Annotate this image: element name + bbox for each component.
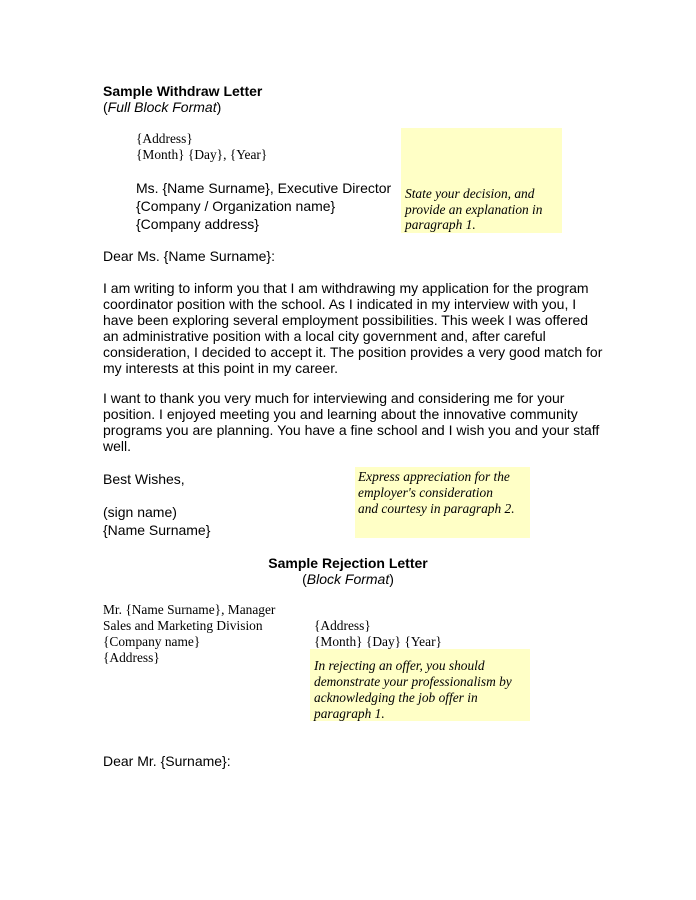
sender-date: {Month} {Day}, {Year} [136, 147, 268, 162]
withdraw-salutation: Dear Ms. {Name Surname}: [103, 248, 275, 264]
paragraph-1-line: consideration, I decided to accept it. The position provides a very good match for [103, 344, 603, 360]
recipient-name: Ms. {Name Surname}, Executive Director [136, 180, 392, 196]
annotation-note-3-line-3: acknowledging the job offer in [314, 690, 478, 705]
annotation-note-1-line-2: provide an explanation in [405, 202, 543, 217]
rejection-letter-title: Sample Rejection Letter [268, 555, 428, 571]
format-paren-close: ) [216, 99, 222, 115]
annotation-note-3-line-4: paragraph 1. [314, 706, 385, 721]
annotation-note-1-line-1: State your decision, and [405, 186, 535, 201]
rejection-recipient-company: {Company name} [103, 634, 201, 649]
withdraw-paragraph-2 [103, 390, 599, 454]
withdraw-letter-title: Sample Withdraw Letter [103, 83, 263, 99]
withdraw-sign-placeholder: (sign name) [103, 504, 177, 520]
sender-address: {Address} [136, 131, 193, 146]
format-label: Block Format [306, 571, 390, 587]
annotation-note-3-line-2: demonstrate your professionalism by [314, 674, 512, 689]
paragraph-2-line: programs you are planning. You have a fine school and I wish you and your staff [103, 422, 600, 438]
annotation-note-2-line-1: Express appreciation for the [358, 469, 510, 484]
format-paren-close: ) [389, 571, 394, 587]
withdraw-closing: Best Wishes, [103, 471, 185, 487]
rejection-salutation: Dear Mr. {Surname}: [103, 753, 231, 769]
rejection-letter-format [0, 571, 696, 587]
paragraph-2-line: well. [103, 438, 132, 454]
rejection-sender-date: {Month} {Day} {Year} [314, 634, 442, 649]
withdraw-letter-format [103, 99, 221, 115]
rejection-recipient-address: {Address} [103, 650, 160, 665]
rejection-recipient-division: Sales and Marketing Division [103, 618, 263, 633]
rejection-sender-address: {Address} [314, 618, 371, 633]
recipient-address: {Company address} [136, 216, 259, 232]
annotation-note-2-line-3: and courtesy in paragraph 2. [358, 501, 515, 516]
annotation-note-3-line-1: In rejecting an offer, you should [314, 658, 485, 673]
paragraph-1-line: an administrative position with a local city government and, after careful [103, 328, 546, 344]
annotation-note-2-line-2: employer's consideration [358, 485, 493, 500]
format-label: Full Block Format [107, 99, 217, 115]
paragraph-1-line: I am writing to inform you that I am withdrawing my application for the program [103, 280, 589, 296]
paragraph-1-line: my interests at this point in my career. [103, 360, 338, 376]
paragraph-1-line: coordinator position with the school. As I indicated in my interview with you, I [103, 296, 577, 312]
paragraph-1-line: have been exploring several employment possibilities. This week I was offered [103, 312, 589, 328]
recipient-company: {Company / Organization name} [136, 198, 336, 214]
withdraw-paragraph-1 [103, 280, 602, 376]
rejection-recipient-name: Mr. {Name Surname}, Manager [103, 602, 276, 617]
format-paren-open: ( [302, 571, 307, 587]
paragraph-2-line: I want to thank you very much for interviewing and considering me for your [103, 390, 565, 406]
paragraph-2-line: position. I enjoyed meeting you and learning about the innovative community [103, 406, 578, 422]
format-paren-open: ( [103, 99, 108, 115]
annotation-note-1-line-3: paragraph 1. [405, 217, 476, 232]
withdraw-signer-name: {Name Surname} [103, 522, 211, 538]
